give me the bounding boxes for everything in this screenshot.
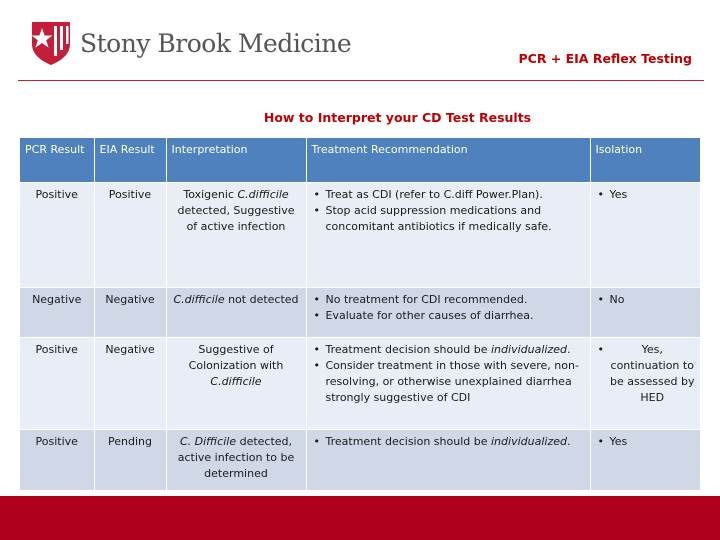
treatment-cell (306, 338, 590, 430)
treatment-item: • Treatment decision should be individualized. (312, 342, 585, 358)
treatment-cell (306, 430, 590, 490)
isolation-cell (590, 183, 700, 288)
results-table (20, 138, 700, 490)
column-header: Isolation (590, 138, 700, 183)
eia-result-cell: Positive (94, 183, 166, 288)
pcr-result-cell: Negative (20, 288, 94, 338)
treatment-item: • Treat as CDI (refer to C.diff Power.Plan). (312, 187, 585, 203)
interpretation-cell: C. Difficile detected, active infection to be determined (166, 430, 306, 490)
interpretation-cell: C.difficile not detected (166, 288, 306, 338)
treatment-item: • No treatment for CDI recommended. (312, 292, 585, 308)
treatment-cell (306, 183, 590, 288)
interpretation-cell: Toxigenic C.difficile detected, Suggestive of active infection (166, 183, 306, 288)
brand-logo (30, 20, 351, 66)
header-divider (18, 80, 704, 81)
isolation-item: • Yes (596, 434, 696, 450)
table-row (20, 288, 700, 338)
isolation-cell (590, 430, 700, 490)
isolation-item: • No (596, 292, 696, 308)
column-header: PCR Result (20, 138, 94, 183)
table-row (20, 338, 700, 430)
isolation-cell (590, 288, 700, 338)
footer-bar (0, 496, 720, 540)
treatment-item: • Treatment decision should be individualized. (312, 434, 585, 450)
eia-result-cell: Negative (94, 338, 166, 430)
treatment-item: • Consider treatment in those with severe, non-resolving, or otherwise unexplained diarrhea strongly suggestive of CDI (312, 358, 585, 406)
eia-result-cell: Pending (94, 430, 166, 490)
logo-text: Stony Brook Medicine (80, 28, 352, 58)
pcr-result-cell: Positive (20, 183, 94, 288)
interpretation-cell: Suggestive of Colonization with C.difficile (166, 338, 306, 430)
stony-brook-shield-icon (30, 20, 72, 66)
treatment-cell (306, 288, 590, 338)
document-title: PCR + EIA Reflex Testing (518, 51, 692, 66)
isolation-item: • Yes, continuation to be assessed by HED (596, 342, 696, 406)
column-header: Interpretation (166, 138, 306, 183)
pcr-result-cell: Positive (20, 430, 94, 490)
treatment-item: • Stop acid suppression medications and concomitant antibiotics if medically safe. (312, 203, 585, 235)
isolation-cell (590, 338, 700, 430)
table-title: How to Interpret your CD Test Results (263, 110, 532, 125)
pcr-result-cell: Positive (20, 338, 94, 430)
isolation-item: • Yes (596, 187, 696, 203)
column-header: Treatment Recommendation (306, 138, 590, 183)
eia-result-cell: Negative (94, 288, 166, 338)
table-row (20, 430, 700, 490)
table-row (20, 183, 700, 288)
table-header-row (20, 138, 700, 183)
column-header: EIA Result (94, 138, 166, 183)
treatment-item: • Evaluate for other causes of diarrhea. (312, 308, 585, 324)
